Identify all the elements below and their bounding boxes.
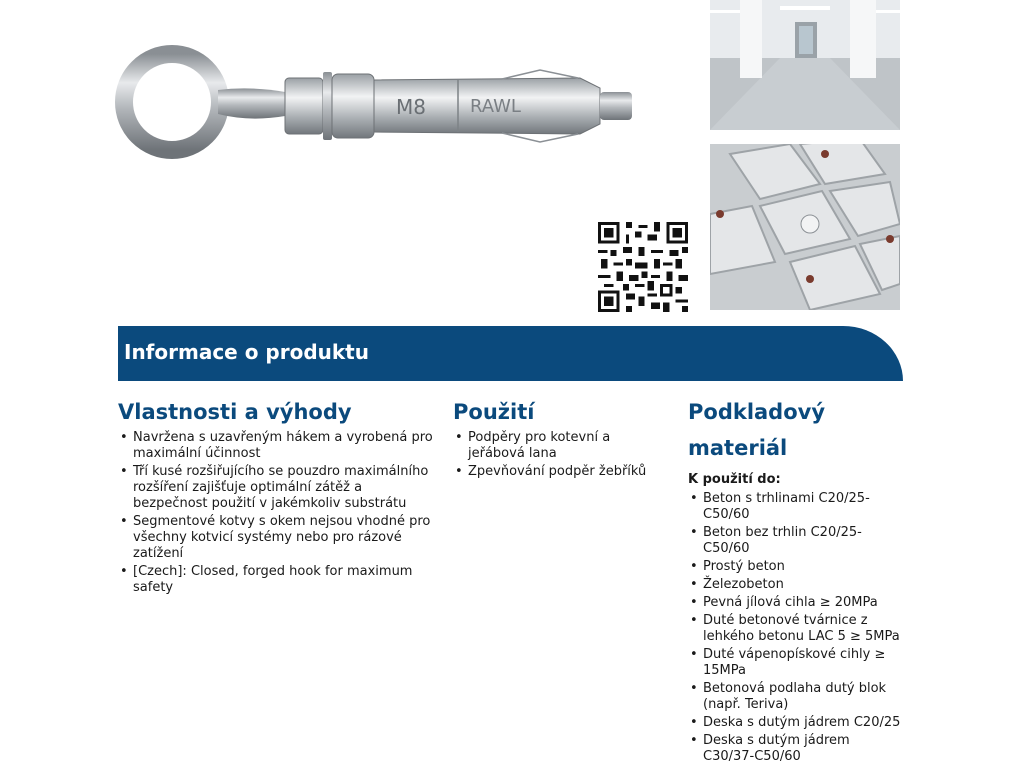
qr-code-icon: [598, 222, 688, 312]
list-item: • Železobeton: [688, 577, 903, 593]
thread-label: M8: [396, 95, 426, 119]
base-material-subheading: K použití do:: [688, 472, 781, 487]
features-list: [118, 430, 434, 596]
usage-column: [453, 394, 663, 482]
list-item: • Duté vápenopískové cihly ≥ 15MPa: [688, 647, 903, 679]
list-item: • Zpevňování podpěr žebříků: [453, 464, 663, 480]
list-item: • Beton s trhlinami C20/25-C50/60: [688, 491, 903, 523]
usage-list: [453, 430, 663, 480]
list-item: • Segmentové kotvy s okem nejsou vhodné pro všechny kotvicí systémy nebo pro rázové zatížení: [118, 514, 434, 562]
section-banner: [118, 326, 903, 381]
product-image: [110, 0, 650, 180]
list-item: • Betonová podlaha dutý blok (např. Teriva): [688, 681, 903, 713]
list-item: • [Czech]: Closed, forged hook for maximum safety: [118, 564, 434, 596]
usage-heading: Použití: [453, 400, 535, 424]
base-material-heading: Podkladový materiál: [688, 400, 826, 460]
ceiling-photo: [710, 144, 900, 310]
list-item: • Beton bez trhlin C20/25-C50/60: [688, 525, 903, 557]
list-item: • Tří kusé rozšiřujícího se pouzdro maximálního rozšíření zajišťuje optimální zátěž a bezpečnost použití v jakémkoliv substrátu: [118, 464, 434, 512]
base-material-list: [688, 491, 903, 765]
room-photo: [710, 0, 900, 130]
list-item: • Deska s dutým jádrem C30/37-C50/60: [688, 733, 903, 765]
banner-title: Informace o produktu: [124, 340, 369, 364]
brand-label: RAWL: [470, 96, 521, 117]
features-heading: Vlastnosti a výhody: [118, 400, 352, 424]
base-material-column: [688, 394, 903, 767]
list-item: • Duté betonové tvárnice z lehkého betonu LAC 5 ≥ 5MPa: [688, 613, 903, 645]
list-item: • Podpěry pro kotevní a jeřábová lana: [453, 430, 663, 462]
features-column: [118, 394, 434, 598]
list-item: • Prostý beton: [688, 559, 903, 575]
list-item: • Pevná jílová cihla ≥ 20MPa: [688, 595, 903, 611]
list-item: • Navržena s uzavřeným hákem a vyrobená pro maximální účinnost: [118, 430, 434, 462]
list-item: • Deska s dutým jádrem C20/25: [688, 715, 903, 731]
